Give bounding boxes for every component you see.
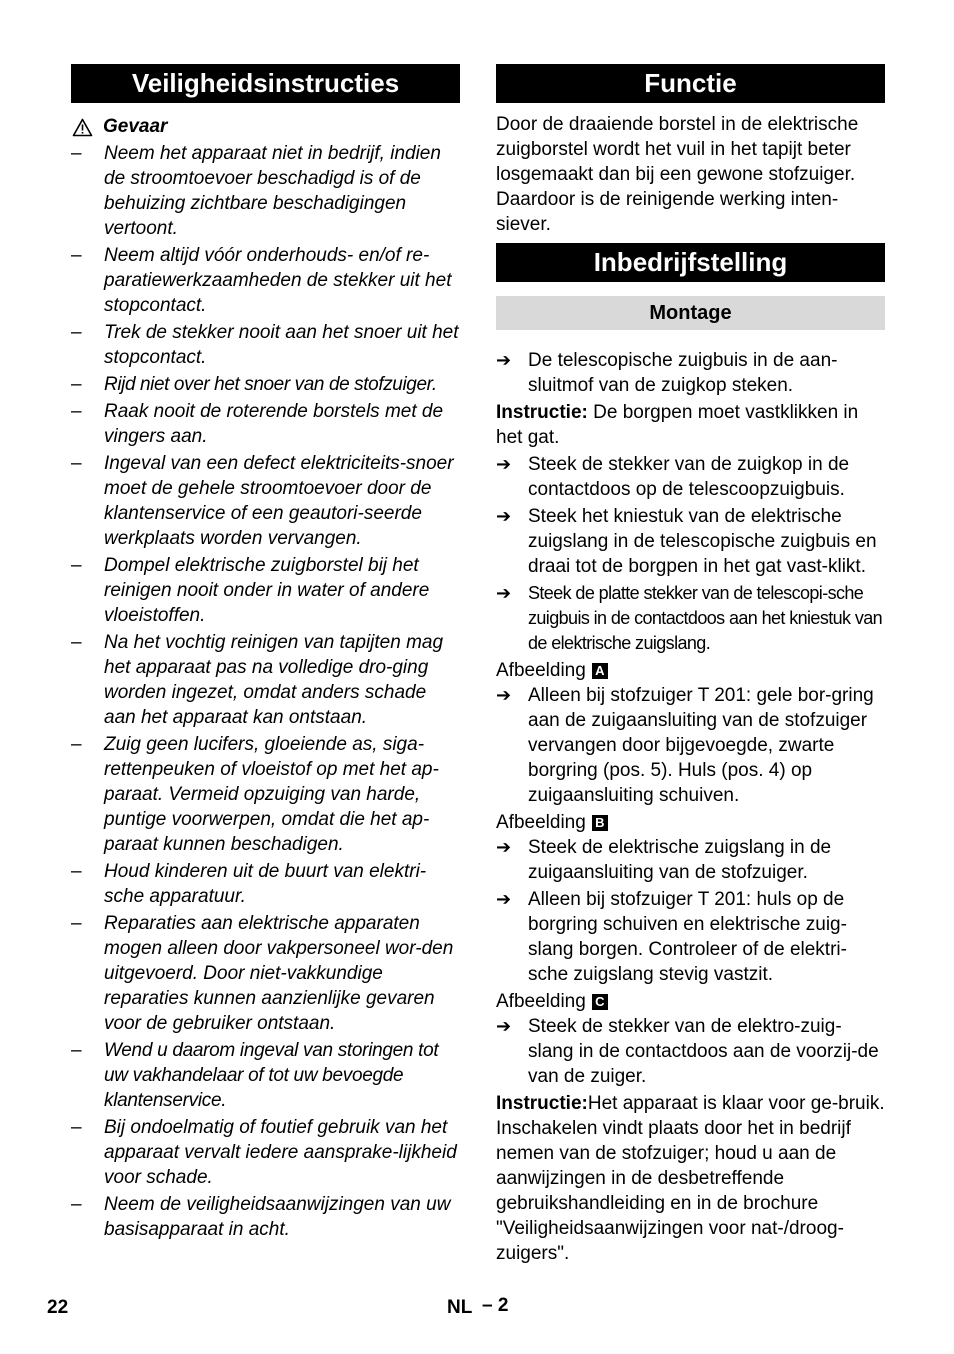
figure-reference-b: Afbeelding B (496, 810, 885, 835)
safety-item: – Houd kinderen uit de buurt van elektri-sche apparatuur. (71, 861, 427, 907)
arrow-right-icon: ➔ (496, 889, 512, 909)
warning-triangle-icon (72, 118, 93, 137)
safety-item: – Neem de veiligheidsaanwijzingen van uw basisapparaat in acht. (71, 1194, 451, 1240)
safety-item: – Raak nooit de roterende borstels met de vingers aan. (71, 401, 444, 447)
safety-item: – Rijd niet over het snoer van de stofzuiger. (71, 374, 437, 395)
figure-reference-a: Afbeelding A (496, 658, 885, 683)
figure-reference-c: Afbeelding C (496, 989, 885, 1014)
instruction-note: Instructie:Het apparaat is klaar voor ge-bruik. Inschakelen vindt plaats door het in bedrijf nemen van de stofzuiger; houd u aan de aanwijzingen in de desbetreffende gebruikshandleiding en in de brochure "Veiligheidsaanwijzingen voor nat-/droog-zuigers". (496, 1093, 885, 1264)
right-column (496, 64, 885, 1268)
safety-item: – Wend u daarom ingeval van storingen tot uw vakhandelaar of tot uw bevoegde klantenservice. (71, 1040, 439, 1111)
safety-item: – Zuig geen lucifers, gloeiende as, siga-rettenpeuken of vloeistof op met het ap-paraat. Vermeid opzuiging van harde, puntige voorwerpen, omdat die het ap-paraat kunnen beschadigen. (71, 734, 439, 855)
section-title-inbedrijfstelling: Inbedrijfstelling (496, 243, 885, 282)
figure-letter-badge: C (592, 994, 608, 1010)
safety-item: – Bij ondoelmatig of foutief gebruik van het apparaat vervalt iedere aansprake-lijkheid voor schade. (71, 1117, 457, 1188)
step-item: ➔ Steek de stekker van de elektro-zuig-slang in de contactdoos aan de voorzij-de van de zuiger. (496, 1016, 879, 1087)
arrow-right-icon: ➔ (496, 583, 511, 603)
arrow-right-icon: ➔ (496, 506, 512, 526)
danger-heading (71, 114, 460, 140)
safety-item: – Dompel elektrische zuigborstel bij het reinigen nooit onder in water of andere vloeistoffen. (71, 555, 430, 626)
safety-item: – Reparaties aan elektrische apparaten mogen alleen door vakpersoneel wor-den uitgevoerd. Door niet-vakkundige reparaties kunnen aanzienlijke gevaren voor de gebruiker ontstaan. (71, 913, 454, 1034)
section-title-functie: Functie (496, 64, 885, 103)
step-item: ➔ Steek de elektrische zuigslang in de zuigaansluiting van de stofzuiger. (496, 837, 832, 883)
step-item: ➔ Alleen bij stofzuiger T 201: gele bor-gring aan de zuigaansluiting van de stofzuiger vervangen door bijgevoegde, zwarte borgring (pos. 5). Huls (pos. 4) op zuigaansluiting schuiven. (496, 685, 874, 806)
danger-label: Gevaar (103, 116, 168, 137)
safety-item: – Neem het apparaat niet in bedrijf, indien de stroomtoevoer beschadigd is of de behuizing zichtbare beschadigingen vertoont. (71, 143, 441, 239)
functie-text: Door de draaiende borstel in de elektrische zuigborstel wordt het vuil in het tapijt beter losgemaakt dan bij een gewone stofzuiger. Daardoor is de reinigende werking inten-siever. (496, 114, 859, 235)
safety-item: – Trek de stekker nooit aan het snoer uit het stopcontact. (71, 322, 459, 368)
arrow-right-icon: ➔ (496, 454, 512, 474)
step-item: ➔ Alleen bij stofzuiger T 201: huls op de borgring schuiven en elektrische zuig-slang borgen. Controleer of de elektri-sche zuigslang stevig vastzit. (496, 889, 847, 985)
step-item: ➔ Steek de stekker van de zuigkop in de contactdoos op de telescoopzuigbuis. (496, 454, 850, 500)
safety-item: – Ingeval van een defect elektriciteits-snoer moet de gehele stroomtoevoer door de klantenservice of een geautori-seerde werkplaats worden vervangen. (71, 453, 454, 549)
arrow-right-icon: ➔ (496, 350, 512, 370)
safety-item: – Na het vochtig reinigen van tapijten mag het apparaat pas na volledige dro-ging worden ingezet, omdat anders schade aan het apparaat kan ontstaan. (71, 632, 444, 728)
arrow-right-icon: ➔ (496, 685, 512, 705)
page-reference: – 2 (482, 1295, 509, 1316)
safety-item: – Neem altijd vóór onderhouds- en/of re-paratiewerkzaamheden de stekker uit het stopcontact. (71, 245, 452, 316)
step-item: ➔ Steek de platte stekker van de telescopi-sche zuigbuis in de contactdoos aan het kniestuk van de elektrische zuigslang. (496, 581, 885, 656)
left-column (71, 64, 460, 1244)
page-number: 22 (47, 1297, 69, 1318)
figure-letter-badge: B (592, 815, 608, 831)
arrow-right-icon: ➔ (496, 837, 512, 857)
section-title-veiligheidsinstructies: Veiligheidsinstructies (71, 64, 460, 103)
step-item: ➔ De telescopische zuigbuis in de aan-sluitmof van de zuigkop steken. (496, 350, 838, 396)
step-item: ➔ Steek het kniestuk van de elektrische zuigslang in de telescopische zuigbuis en draai tot de borgpen in het gat vast-klikt. (496, 506, 877, 577)
subsection-title-montage: Montage (496, 296, 885, 330)
language-code: NL (447, 1297, 473, 1318)
arrow-right-icon: ➔ (496, 1016, 512, 1036)
figure-letter-badge: A (592, 663, 608, 679)
instruction-note: Instructie: De borgpen moet vastklikken in het gat. (496, 402, 859, 448)
